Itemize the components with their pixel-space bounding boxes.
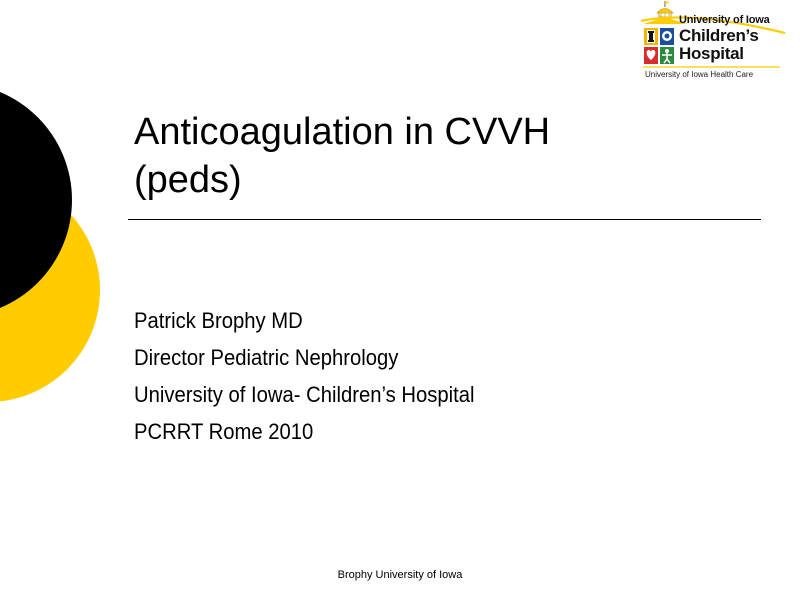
slide-footer: Brophy University of Iowa (337, 569, 463, 581)
subtitle-block (134, 302, 754, 450)
logo-hospital-text: Hospital (679, 44, 744, 63)
title-divider (128, 219, 761, 220)
decorative-circles (0, 0, 110, 600)
presenter-institution: University of Iowa- Children’s Hospital (134, 382, 475, 407)
presenter-role: Director Pediatric Nephrology (134, 345, 399, 370)
logo-childrens-text: Children’s (679, 26, 759, 45)
logo-university-text: University of Iowa (679, 14, 770, 26)
logo-health-care-text: University of Iowa Health Care (645, 70, 754, 79)
conference-name: PCRRT Rome 2010 (134, 419, 314, 444)
presenter-name: Patrick Brophy MD (134, 308, 303, 333)
slide-title (134, 108, 754, 204)
slide-title-line-2: (peds) (134, 159, 242, 201)
hospital-logo (640, 0, 785, 82)
slide-title-line-1: Anticoagulation in CVVH (134, 111, 551, 153)
